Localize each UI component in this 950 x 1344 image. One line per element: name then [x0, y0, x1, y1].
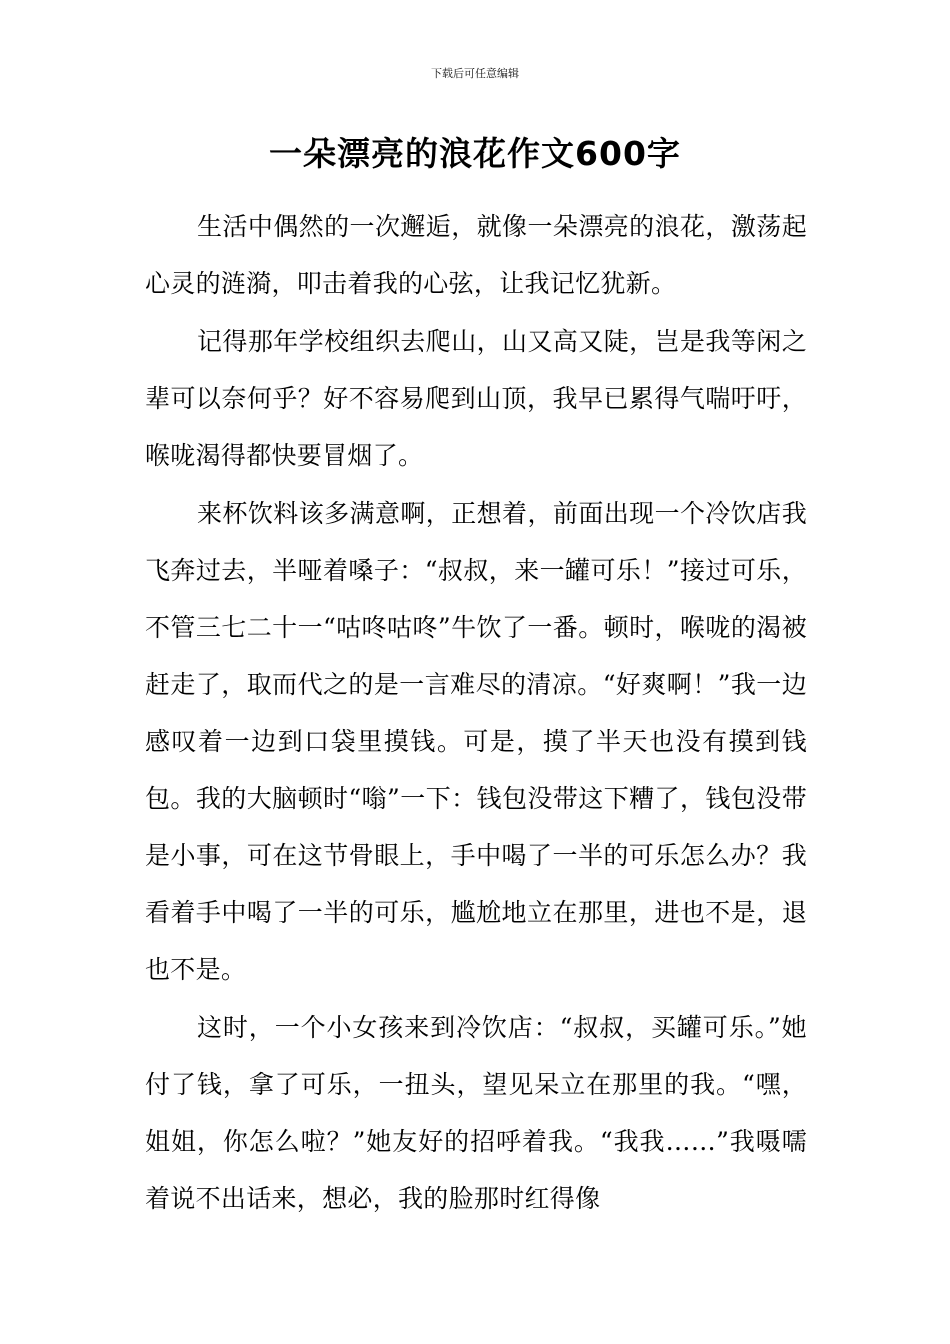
paragraph-4: 这时，一个小女孩来到冷饮店：“叔叔，买罐可乐。”她付了钱，拿了可乐，一扭头，望见呆立在那里的我。“嘿，姐姐，你怎么啦？”她友好的招呼着我。“我我……”我嗫嚅着说不出话来，想必，我的脸那时红得像: [145, 1013, 807, 1213]
paragraph-2: 记得那年学校组织去爬山，山又高又陡，岂是我等闲之辈可以奈何乎？好不容易爬到山顶，我早已累得气喘吁吁，喉咙渴得都快要冒烟了。: [145, 327, 807, 470]
header-note: 下载后可任意编辑: [431, 67, 519, 80]
paragraph-1: 生活中偶然的一次邂逅，就像一朵漂亮的浪花，激荡起心灵的涟漪，叩击着我的心弦，让我记忆犹新。: [145, 212, 807, 298]
document-title: 一朵漂亮的浪花作文600字: [269, 134, 681, 173]
essay-body: [145, 198, 807, 1227]
paragraph-3: 来杯饮料该多满意啊，正想着，前面出现一个冷饮店我飞奔过去，半哑着嗓子：“叔叔，来一罐可乐！”接过可乐，不管三七二十一“咕咚咕咚”牛饮了一番。顿时，喉咙的渴被赶走了，取而代之的是一言难尽的清凉。“好爽啊！”我一边感叹着一边到口袋里摸钱。可是，摸了半天也没有摸到钱包。我的大脑顿时“嗡”一下：钱包没带这下糟了，钱包没带是小事，可在这节骨眼上，手中喝了一半的可乐怎么办？我看着手中喝了一半的可乐，尴尬地立在那里，进也不是，退也不是。: [145, 499, 807, 984]
